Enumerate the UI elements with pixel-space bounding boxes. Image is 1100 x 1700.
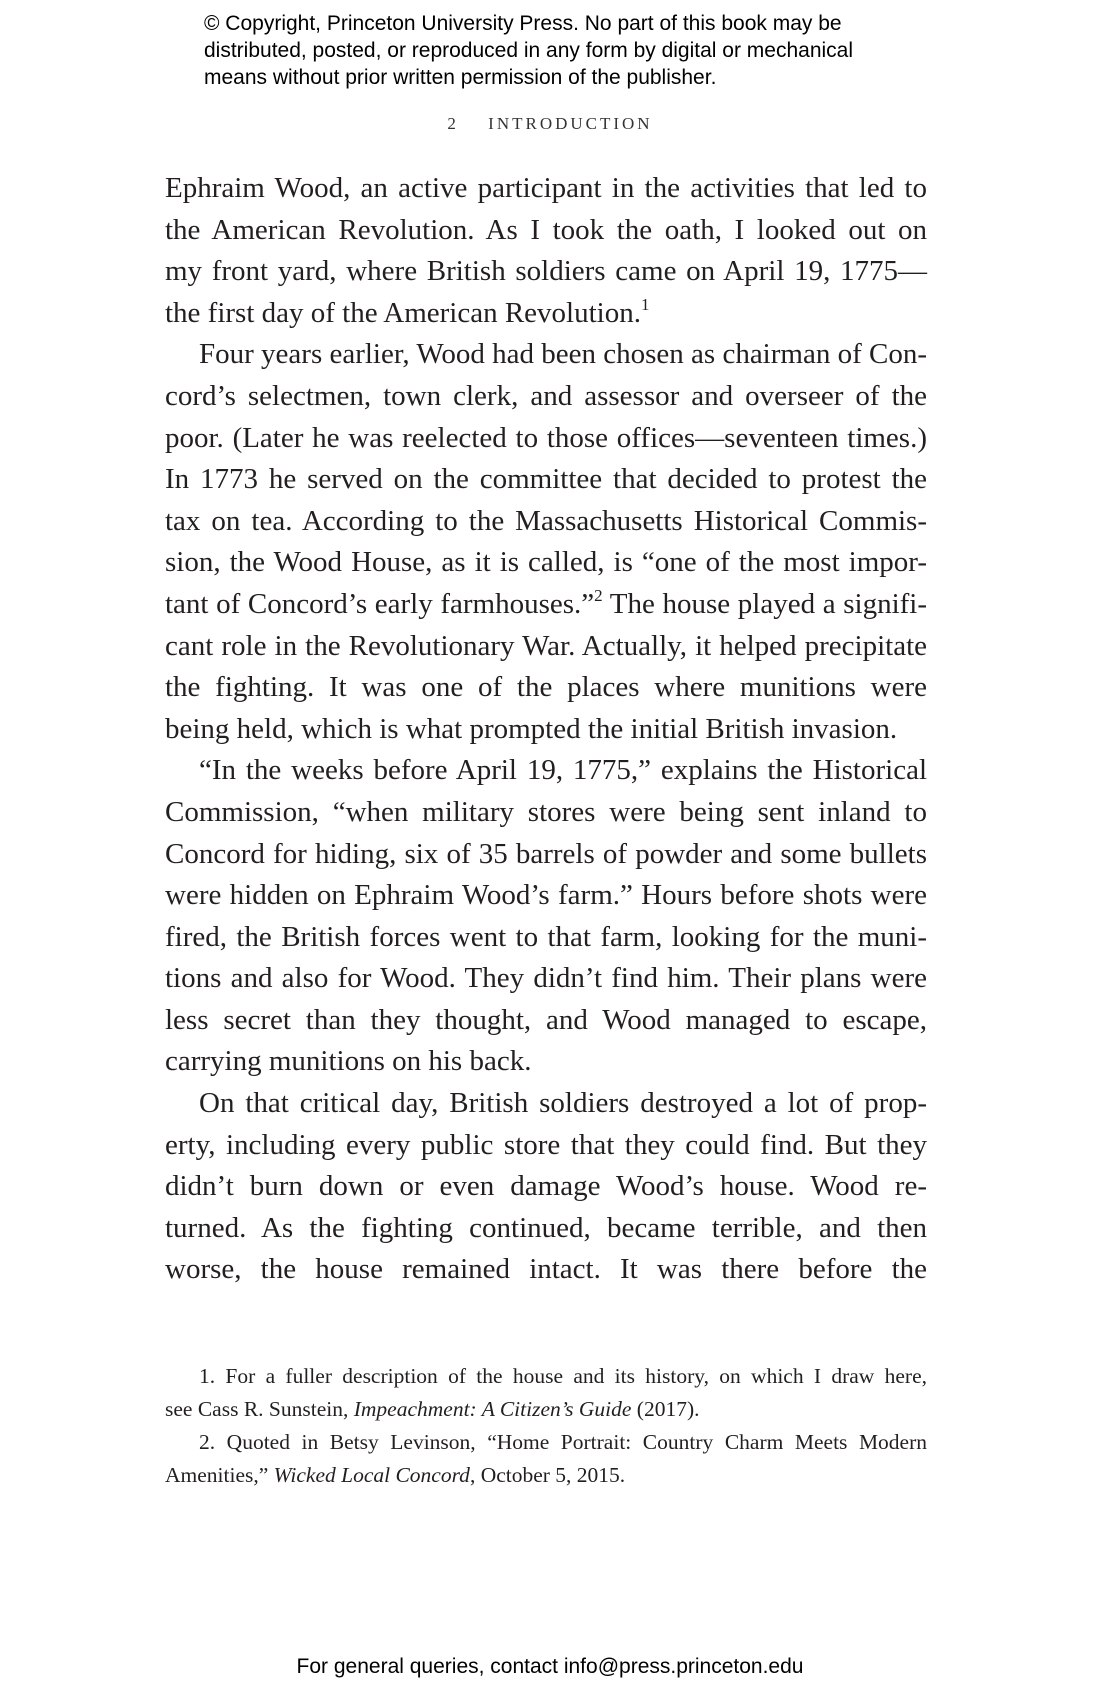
text-line: the American Revolution. As I took the oath, I looked out on — [165, 213, 927, 246]
text-line: fired, the British forces went to that farm, looking for the muni- — [165, 920, 927, 953]
chapter-title: INTRODUCTION — [488, 114, 653, 133]
footnote-1-cont: see Cass R. Sunstein, Impeachment: A Citizen’s Guide (2017). — [165, 1397, 700, 1421]
page-number: 2 — [447, 114, 459, 133]
contact-footer: For general queries, contact info@press.princeton.edu — [296, 1655, 804, 1678]
copyright-line: © Copyright, Princeton University Press. No part of this book may be — [204, 12, 842, 35]
text-line: the fighting. It was one of the places where munitions were — [165, 671, 927, 704]
footnote-ref-1[interactable]: 1 — [640, 294, 650, 314]
text-line: tax on tea. According to the Massachusetts Historical Commis- — [165, 504, 927, 537]
text-line: tant of Concord’s early farmhouses.”$^2$ The house played a signifi- — [165, 585, 928, 620]
text-line: Ephraim Wood, an active participant in the activities that led to — [165, 172, 927, 204]
text-line: were hidden on Ephraim Wood’s farm.” Hours before shots were — [165, 879, 927, 912]
footnote-1: 1. For a fuller description of the house and its history, on which I draw here, — [199, 1364, 927, 1388]
copyright-line: means without prior written permission of the publisher. — [204, 66, 717, 89]
text-line: erty, including every public store that they could find. But they — [165, 1128, 927, 1161]
text-line: the first day of the American Revolution.$^1$ — [165, 294, 650, 329]
body-text — [165, 168, 927, 1291]
footnote-2-cont: Amenities,” Wicked Local Concord, October 5, 2015. — [165, 1463, 626, 1487]
text-line: Concord for hiding, six of 35 barrels of powder and some bullets — [165, 837, 927, 870]
text-line: my front yard, where British soldiers came on April 19, 1775— — [165, 255, 927, 288]
text-line: less secret than they thought, and Wood managed to escape, — [165, 1003, 927, 1036]
text-line: In 1773 he served on the committee that decided to protest the — [165, 463, 927, 496]
copyright-notice — [204, 10, 924, 91]
footnotes — [165, 1360, 927, 1492]
text-line: cant role in the Revolutionary War. Actually, it helped precipitate — [165, 629, 927, 662]
text-line: “In the weeks before April 19, 1775,” explains the Historical — [199, 754, 927, 787]
copyright-line: distributed, posted, or reproduced in any form by digital or mechanical — [204, 39, 854, 62]
footnote-2: 2. Quoted in Betsy Levinson, “Home Portrait: Country Charm Meets Modern — [199, 1430, 928, 1454]
text-line: poor. (Later he was reelected to those offices—seventeen times.) — [165, 421, 927, 454]
text-line: cord’s selectmen, town clerk, and assessor and overseer of the — [165, 379, 927, 412]
text-line: turned. As the fighting continued, became terrible, and then — [165, 1211, 927, 1244]
footnote-ref-2[interactable]: 2 — [594, 585, 603, 605]
text-line: being held, which is what prompted the initial British invasion. — [165, 712, 898, 745]
text-line: tions and also for Wood. They didn’t find him. Their plans were — [165, 962, 927, 995]
text-line: sion, the Wood House, as it is called, is “one of the most impor- — [165, 546, 927, 579]
running-head — [0, 114, 1100, 134]
text-line: On that critical day, British soldiers destroyed a lot of prop- — [199, 1087, 927, 1120]
publication-title: Wicked Local Concord — [273, 1463, 470, 1487]
text-line: worse, the house remained intact. It was there before the — [165, 1253, 927, 1286]
book-title: Impeachment: A Citizen’s Guide — [353, 1397, 632, 1421]
text-line: Commission, “when military stores were being sent inland to — [165, 795, 927, 828]
text-line: didn’t burn down or even damage Wood’s house. Wood re- — [165, 1170, 927, 1203]
text-line: carrying munitions on his back. — [165, 1045, 532, 1078]
text-line: Four years earlier, Wood had been chosen as chairman of Con- — [199, 338, 927, 371]
